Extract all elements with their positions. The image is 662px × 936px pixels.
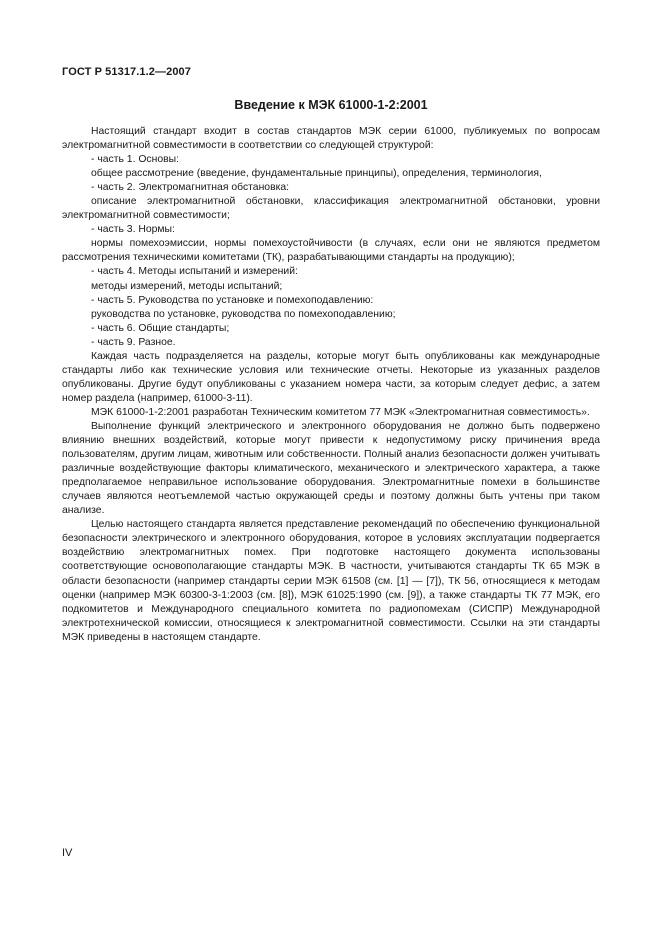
section-title: Введение к МЭК 61000-1-2:2001 [234,98,428,112]
list-desc-part-1: общее рассмотрение (введение, фундаментальные принципы), определения, терминология, [91,168,542,180]
list-desc-part-2: описание электромагнитной обстановки, классификация электромагнитной обстановки, уровни электромагнитной совместимости; [62,196,600,222]
list-item-part-2: - часть 2. Электромагнитная обстановка: [91,182,290,194]
list-item-part-1: - часть 1. Основы: [91,154,180,166]
paragraph-purpose: Целью настоящего стандарта является представление рекомендаций по обеспечению функциональной безопасности электрического и электронного оборудования, которое в условиях эксплуатации подвергается воздействию электромагнитных помех. При подготовке настоящего документа использованы соответствующие основополагающие стандарты МЭК. В частности, учитываются стандарты ТК 65 МЭК в области безопасности (например стандарты серии МЭК 61508 (см. [1] — [7]), ТК 56, относящиеся к методам оценки (например МЭК 60300-3-1:2003 (см. [8]), МЭК 61025:1990 (см. [9]), а также стандарты ТК 77 МЭК, его подкомитетов и Международного специального комитета по радиопомехам (СИСПР) Международной электротехнической комиссии, относящиеся к электромагнитной совместимости. Ссылки на эти стандарты МЭК приведены в настоящем стандарте. [62,519,600,643]
paragraph-sections: Каждая часть подразделяется на разделы, которые могут быть опубликованы как международные стандарты либо как технические условия или технические отчеты. Некоторые из указанных разделов опубликованы. Другие будут опубликованы с указанием номера части, за которым следует дефис, а затем номер раздела (например, 61000-3-11). [62,350,600,404]
document-id-header: ГОСТ Р 51317.1.2—2007 [62,66,191,78]
paragraph-intro: Настоящий стандарт входит в состав стандартов МЭК серии 61000, публикуемых по вопросам электромагнитной совместимости в соответствии со следующей структурой: [62,126,600,152]
list-desc-part-3: нормы помехоэмиссии, нормы помехоустойчивости (в случаях, если они не являются предметом рассмотрения техническими комитетами (ТК), разрабатывающими стандарты на продукцию); [62,238,600,264]
list-item-part-5: - часть 5. Руководства по установке и помехоподавлению: [91,294,374,306]
paragraph-safety: Выполнение функций электрического и электронного оборудования не должно быть подвержено влиянию внешних воздействий, которые могут привести к недопустимому риску причинения вреда пользователям, другим лицам, животным или собственности. Полный анализ безопасности должен учитывать различные воздействующие факторы климатического, механического и электрического характера, а также предполагаемое неправильное использование оборудования. Электромагнитные помехи в большинстве случаев являются неотъемлемой частью окружающей среды и поэтому должны быть учтены при таком анализе. [62,420,600,517]
list-item-part-3: - часть 3. Нормы: [91,224,175,236]
list-item-part-4: - часть 4. Методы испытаний и измерений: [91,266,298,278]
list-item-part-6: - часть 6. Общие стандарты; [91,322,230,334]
list-desc-part-5: руководства по установке, руководства по помехоподавлению; [91,308,396,320]
list-item-part-9: - часть 9. Разное. [91,336,176,348]
paragraph-tc77: МЭК 61000-1-2:2001 разработан Техническим комитетом 77 МЭК «Электромагнитная совместимость». [91,406,590,418]
list-desc-part-4: методы измерений, методы испытаний; [91,280,283,292]
page-number: IV [62,847,73,859]
body-text [62,125,600,645]
